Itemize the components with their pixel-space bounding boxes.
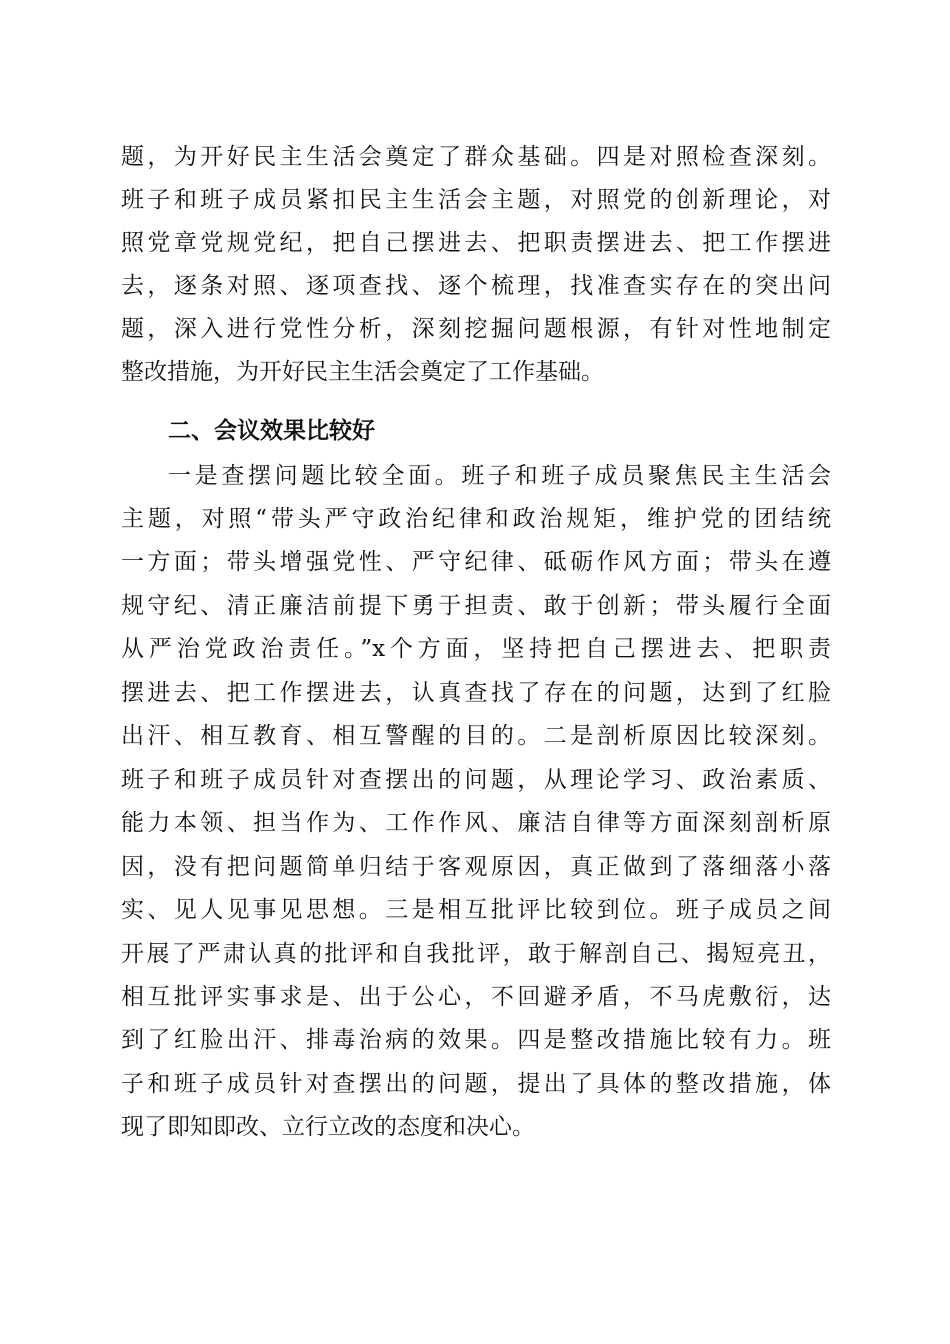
paragraph-1-line-6: 整改措施，为开好民主生活会奠定了工作基础。 <box>121 359 604 385</box>
paragraph-2-line-9: 能力本领、担当作为、工作作风、廉洁自律等方面深刻剖析原 <box>121 810 831 836</box>
paragraph-2-line-15: 子和班子成员针对查摆出的问题，提出了具体的整改措施，体 <box>121 1071 831 1097</box>
paragraph-2-line-5: 从严治党政治责任。”x个方面，坚持把自己摆进去、把职责 <box>121 636 831 662</box>
paragraph-2-line-8: 班子和班子成员针对查摆出的问题，从理论学习、政治素质、 <box>121 767 831 793</box>
paragraph-1-line-1: 题，为开好民主生活会奠定了群众基础。四是对照检查深刻。 <box>121 144 831 170</box>
paragraph-2-line-3: 一方面；带头增强党性、严守纪律、砥砺作风方面；带头在遵 <box>121 549 831 575</box>
paragraph-2-line-14: 到了红脸出汗、排毒治病的效果。四是整改措施比较有力。班 <box>121 1027 831 1053</box>
paragraph-1-line-2: 班子和班子成员紧扣民主生活会主题，对照党的创新理论，对 <box>121 187 831 213</box>
paragraph-2-line-16: 现了即知即改、立行立改的态度和决心。 <box>121 1114 535 1140</box>
paragraph-2-line-7: 出汗、相互教育、相互警醒的目的。二是剖析原因比较深刻。 <box>121 723 831 749</box>
paragraph-2-line-1: 一是查摆问题比较全面。班子和班子成员聚焦民主生活会 <box>168 463 831 489</box>
paragraph-2-line-6: 摆进去、把工作摆进去，认真查找了存在的问题，达到了红脸 <box>121 680 831 706</box>
paragraph-1-line-5: 题，深入进行党性分析，深刻挖掘问题根源，有针对性地制定 <box>121 316 831 342</box>
paragraph-2-line-11: 实、见人见事见思想。三是相互批评比较到位。班子成员之间 <box>121 897 831 923</box>
paragraph-1-line-4: 去，逐条对照、逐项查找、逐个梳理，找准查实存在的突出问 <box>121 273 831 299</box>
paragraph-2-line-10: 因，没有把问题简单归结于客观原因，真正做到了落细落小落 <box>121 854 831 880</box>
paragraph-1-line-3: 照党章党规党纪，把自己摆进去、把职责摆进去、把工作摆进 <box>121 230 831 256</box>
paragraph-2-line-12: 开展了严肃认真的批评和自我批评，敢于解剖自己、揭短亮丑， <box>121 941 831 967</box>
paragraph-2-line-2: 主题，对照“带头严守政治纪律和政治规矩，维护党的团结统 <box>121 506 831 532</box>
paragraph-2-line-13: 相互批评实事求是、出于公心，不回避矛盾，不马虎敷衍，达 <box>121 984 831 1010</box>
section-heading-2: 二、会议效果比较好 <box>168 418 375 444</box>
paragraph-2-line-4: 规守纪、清正廉洁前提下勇于担责、敢于创新；带头履行全面 <box>121 593 831 619</box>
